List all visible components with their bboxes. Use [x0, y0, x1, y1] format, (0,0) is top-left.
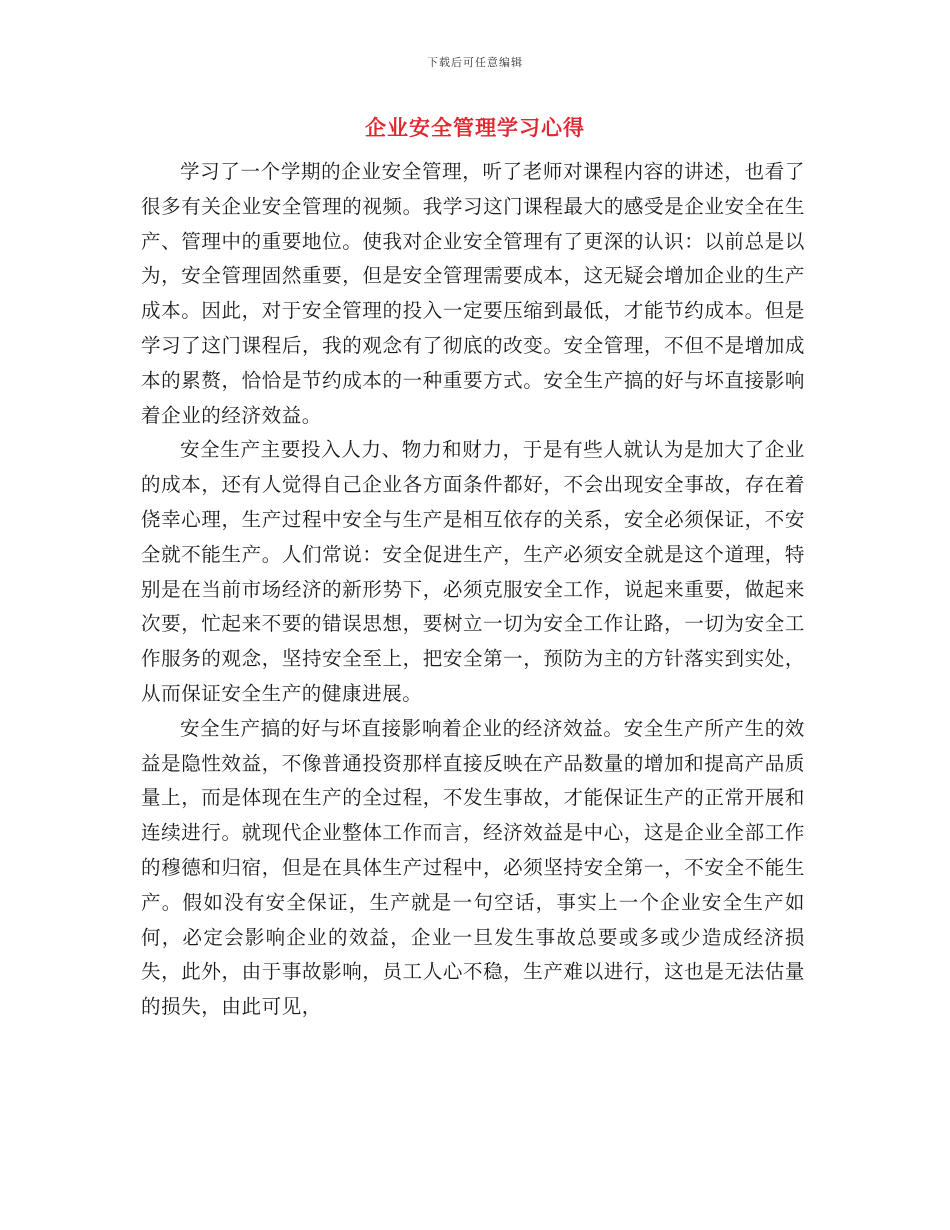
paragraph-2: 安全生产主要投入人力、物力和财力，于是有些人就认为是加大了企业的成本，还有人觉得自己企业各方面条件都好，不会出现安全事故，存在着侥幸心理，生产过程中安全与生产是相互依存的关系，安全必须保证，不安全就不能生产。人们常说：安全促进生产，生产必须安全就是这个道理，特别是在当前市场经济的新形势下，必须克服安全工作，说起来重要，做起来次要，忙起来不要的错误思想，要树立一切为安全工作让路，一切为安全工作服务的观念，坚持安全至上，把安全第一，预防为主的方针落实到实处，从而保证安全生产的健康进展。 [141, 438, 805, 705]
paragraph-3: 安全生产搞的好与坏直接影响着企业的经济效益。安全生产所产生的效益是隐性效益，不像普通投资那样直接反映在产品数量的增加和提高产品质量上，而是体现在生产的全过程，不发生事故，才能保证生产的正常开展和连续进行。就现代企业整体工作而言，经济效益是中心，这是企业全部工作的穆德和归宿，但是在具体生产过程中，必须坚持安全第一，不安全不能生产。假如没有安全保证，生产就是一句空话，事实上一个企业安全生产如何，必定会影响企业的效益，企业一旦发生事故总要或多或少造成经济损失，此外，由于事故影响，员工人心不稳，生产难以进行，这也是无法估量的损失，由此可见， [141, 716, 805, 1019]
paragraph-1: 学习了一个学期的企业安全管理，听了老师对课程内容的讲述，也看了很多有关企业安全管理的视频。我学习这门课程最大的感受是企业安全在生产、管理中的重要地位。使我对企业安全管理有了更深的认识：以前总是以为，安全管理固然重要，但是安全管理需要成本，这无疑会增加企业的生产成本。因此，对于安全管理的投入一定要压缩到最低，才能节约成本。但是学习了这门课程后，我的观念有了彻底的改变。安全管理，不但不是增加成本的累赘，恰恰是节约成本的一种重要方式。安全生产搞的好与坏直接影响着企业的经济效益。 [141, 160, 805, 427]
document-body [141, 155, 805, 1025]
document-title: 企业安全管理学习心得 [365, 115, 585, 140]
page-header-note: 下载后可任意编辑 [427, 56, 523, 69]
